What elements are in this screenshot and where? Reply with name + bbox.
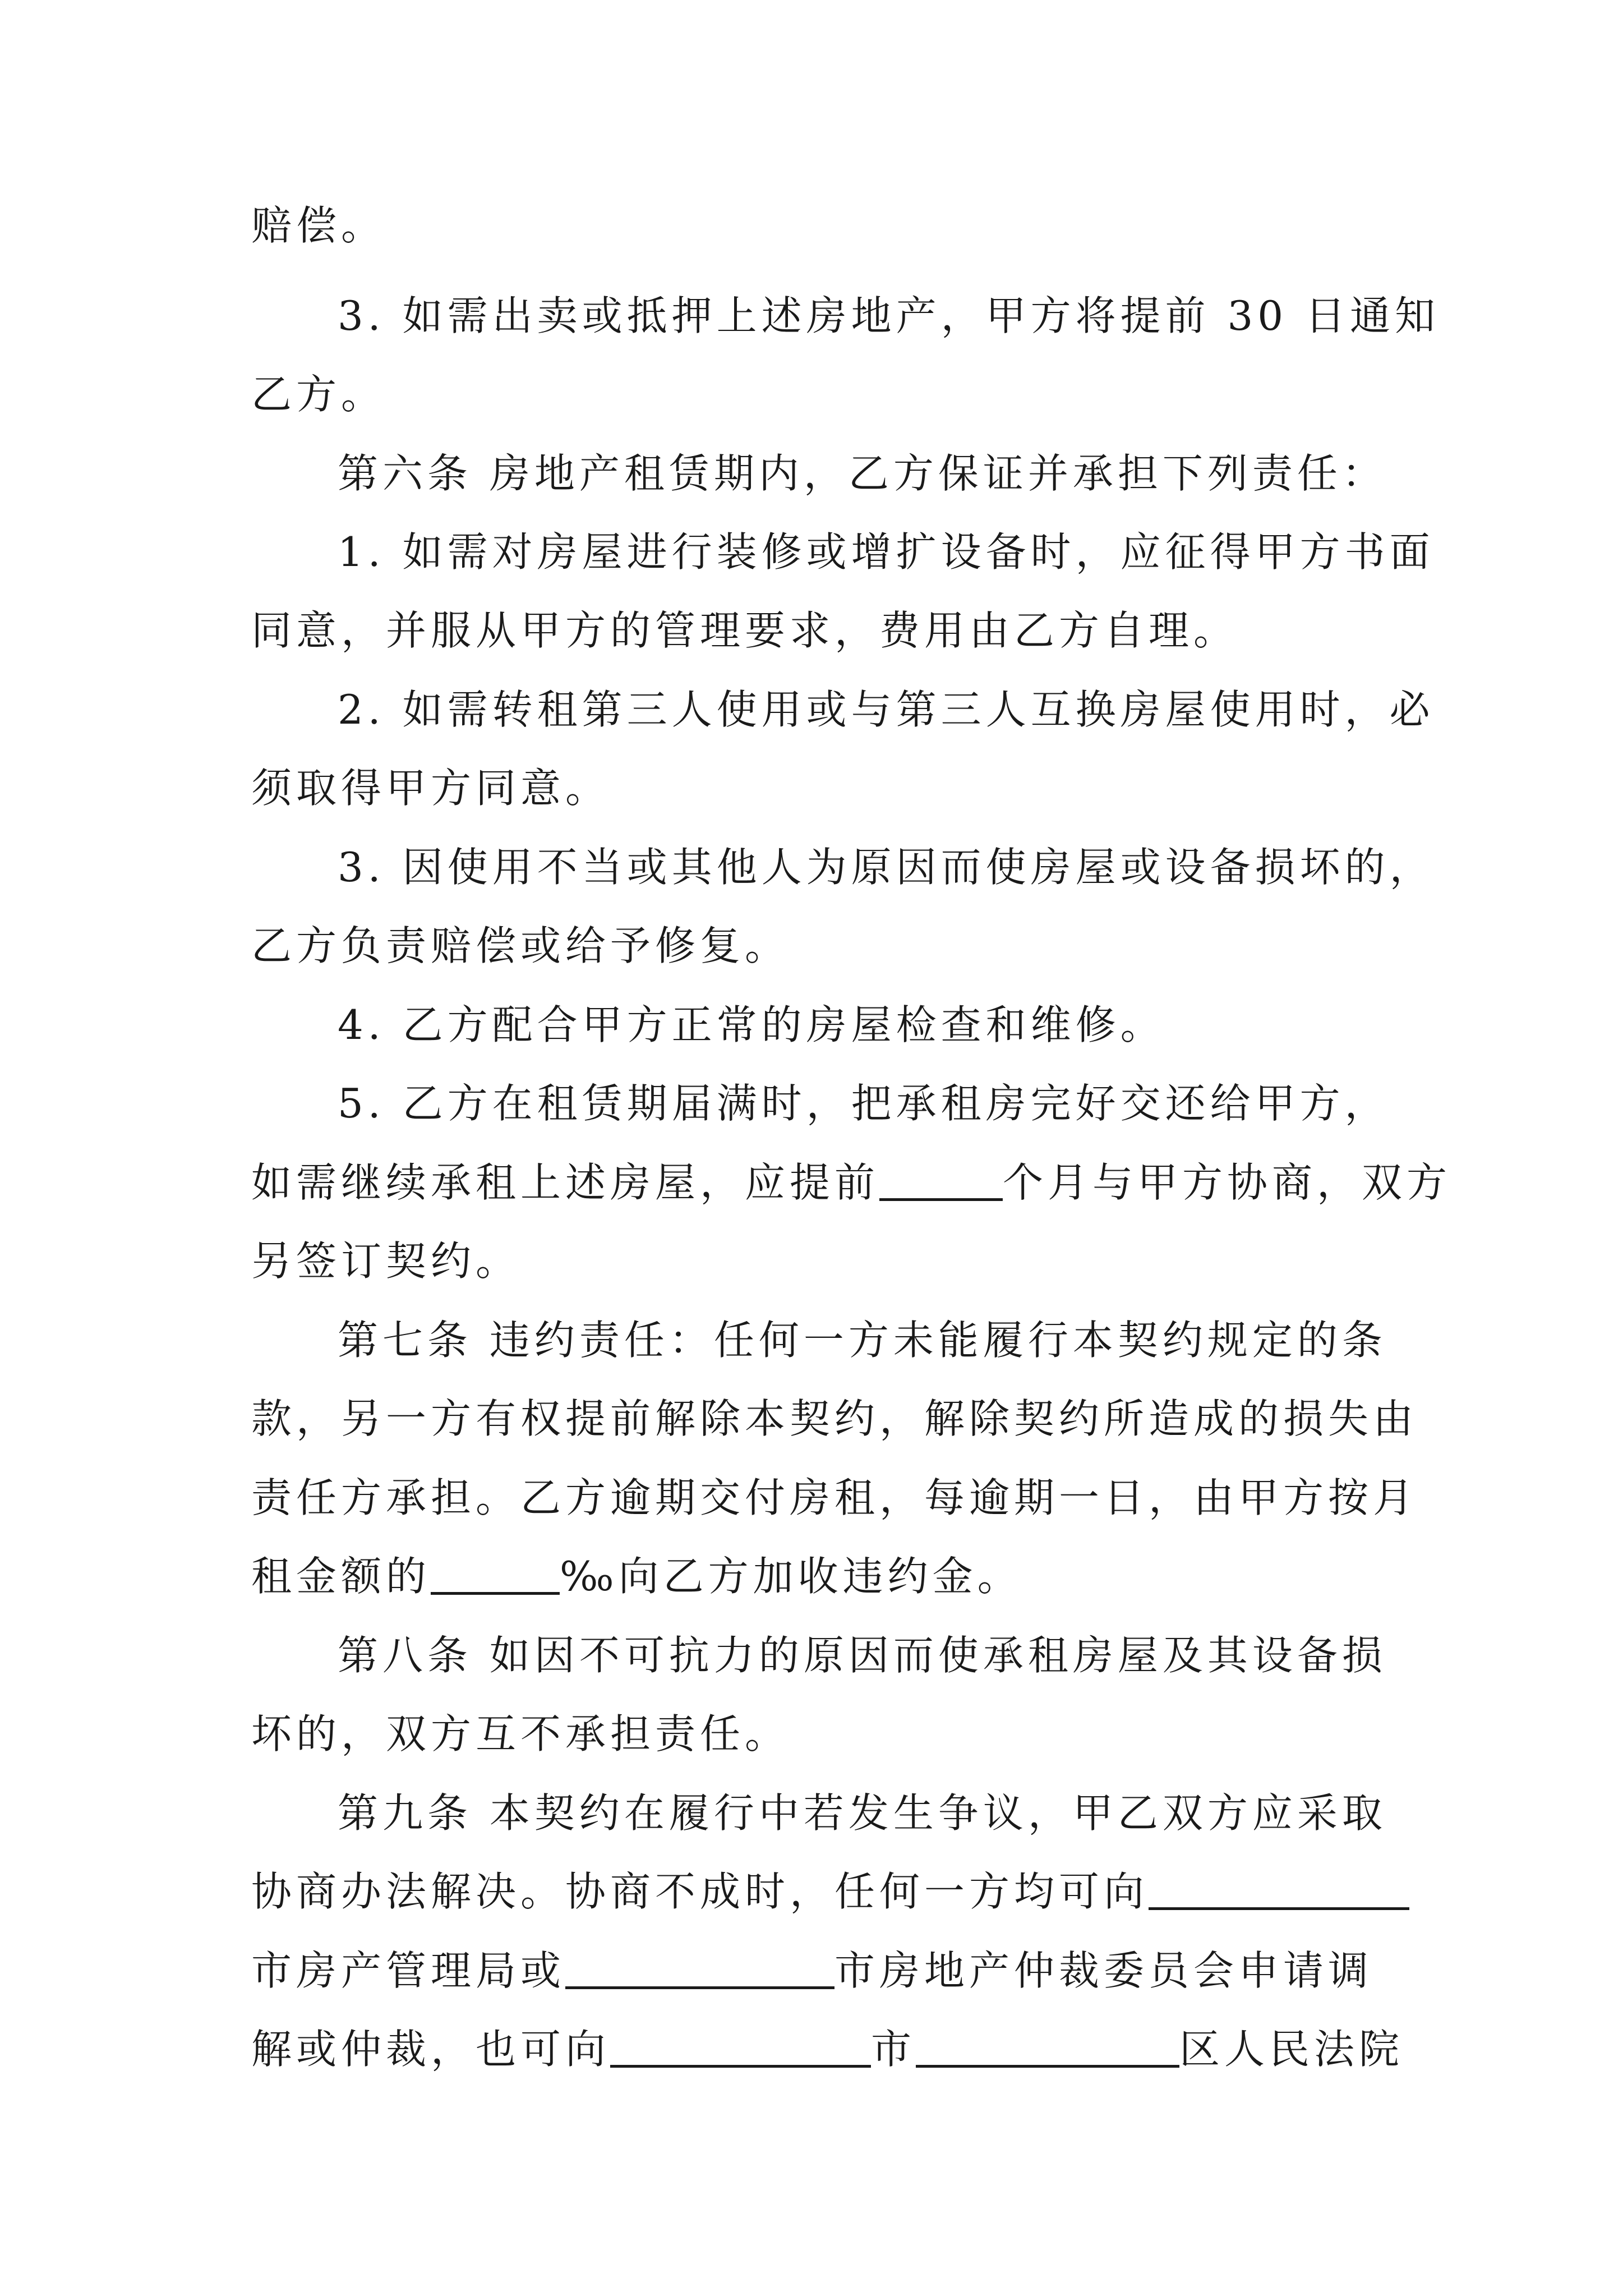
fill-in-blank-arbitration-city: [565, 1943, 834, 1989]
article-9-heading: 第九条 本契约在履行中若发生争议，甲乙双方应采取: [338, 1789, 1387, 1837]
article-6-item-5: 5. 乙方在租赁期届满时，把承租房完好交还给甲方，: [338, 1080, 1390, 1127]
article-6-heading: 第六条 房地产租赁期内，乙方保证并承担下列责任：: [338, 450, 1387, 497]
text-line-6: 同意，并服从甲方的管理要求，费用由乙方自理。: [251, 607, 1239, 654]
text-line-22: [251, 1864, 1409, 1920]
text-line-1: 赔偿。: [251, 202, 386, 249]
fill-in-blank-city-housing-bureau: [1149, 1864, 1409, 1910]
text-segment: 租金额的: [251, 1553, 431, 1600]
fill-in-blank-court-city: [610, 2021, 871, 2068]
text-line-10: 乙方负责赔偿或给予修复。: [251, 922, 790, 969]
text-line-3: 乙方。: [251, 371, 386, 418]
text-line-20: 坏的，双方互不承担责任。: [251, 1710, 790, 1757]
fill-in-blank-months: [879, 1154, 1003, 1201]
text-line-17: 责任方承担。乙方逾期交付房租，每逾期一日，由甲方按月: [251, 1474, 1418, 1521]
article-6-item-2: 2. 如需转租第三人使用或与第三人互换房屋使用时，必: [338, 686, 1435, 733]
fill-in-blank-court-district: [916, 2021, 1179, 2068]
article-6-item-3: 3. 因使用不当或其他人为原因而使房屋或设备损坏的，: [338, 844, 1435, 891]
text-segment: 区人民法院: [1179, 2026, 1404, 2073]
text-segment: 协商办法解决。协商不成时，任何一方均可向: [251, 1868, 1149, 1915]
text-line-24: [251, 2021, 1404, 2077]
text-segment: 如需继续承租上述房屋，应提前: [251, 1159, 880, 1206]
article-8-heading: 第八条 如因不可抗力的原因而使承租房屋及其设备损: [338, 1632, 1387, 1679]
article-7-heading: 第七条 违约责任：任何一方未能履行本契约规定的条: [338, 1317, 1387, 1364]
text-segment: ‰向乙方加收违约金。: [560, 1553, 1022, 1600]
text-line-18: [251, 1548, 1022, 1604]
text-line-13: [251, 1154, 1451, 1211]
text-segment: 市房产管理局或: [251, 1947, 566, 1994]
text-line-16: 款，另一方有权提前解除本契约，解除契约所造成的损失由: [251, 1395, 1418, 1442]
article-6-item-4: 4. 乙方配合甲方正常的房屋检查和维修。: [338, 1001, 1165, 1048]
text-line-23: [251, 1943, 1373, 1999]
fill-in-blank-penalty-rate: [431, 1548, 560, 1595]
text-segment: 市房地产仲裁委员会申请调: [834, 1947, 1373, 1994]
text-segment: 个月与甲方协商，双方: [1003, 1159, 1452, 1206]
text-line-8: 须取得甲方同意。: [251, 765, 611, 812]
article-6-item-1: 1. 如需对房屋进行装修或增扩设备时，应征得甲方书面: [338, 528, 1435, 576]
clause-5-item-3: 3. 如需出卖或抵押上述房地产，甲方将提前 30 日通知: [338, 292, 1440, 339]
text-segment: 解或仲裁，也可向: [251, 2026, 611, 2073]
text-line-14: 另签订契约。: [251, 1237, 521, 1285]
text-segment: 市: [871, 2026, 916, 2073]
